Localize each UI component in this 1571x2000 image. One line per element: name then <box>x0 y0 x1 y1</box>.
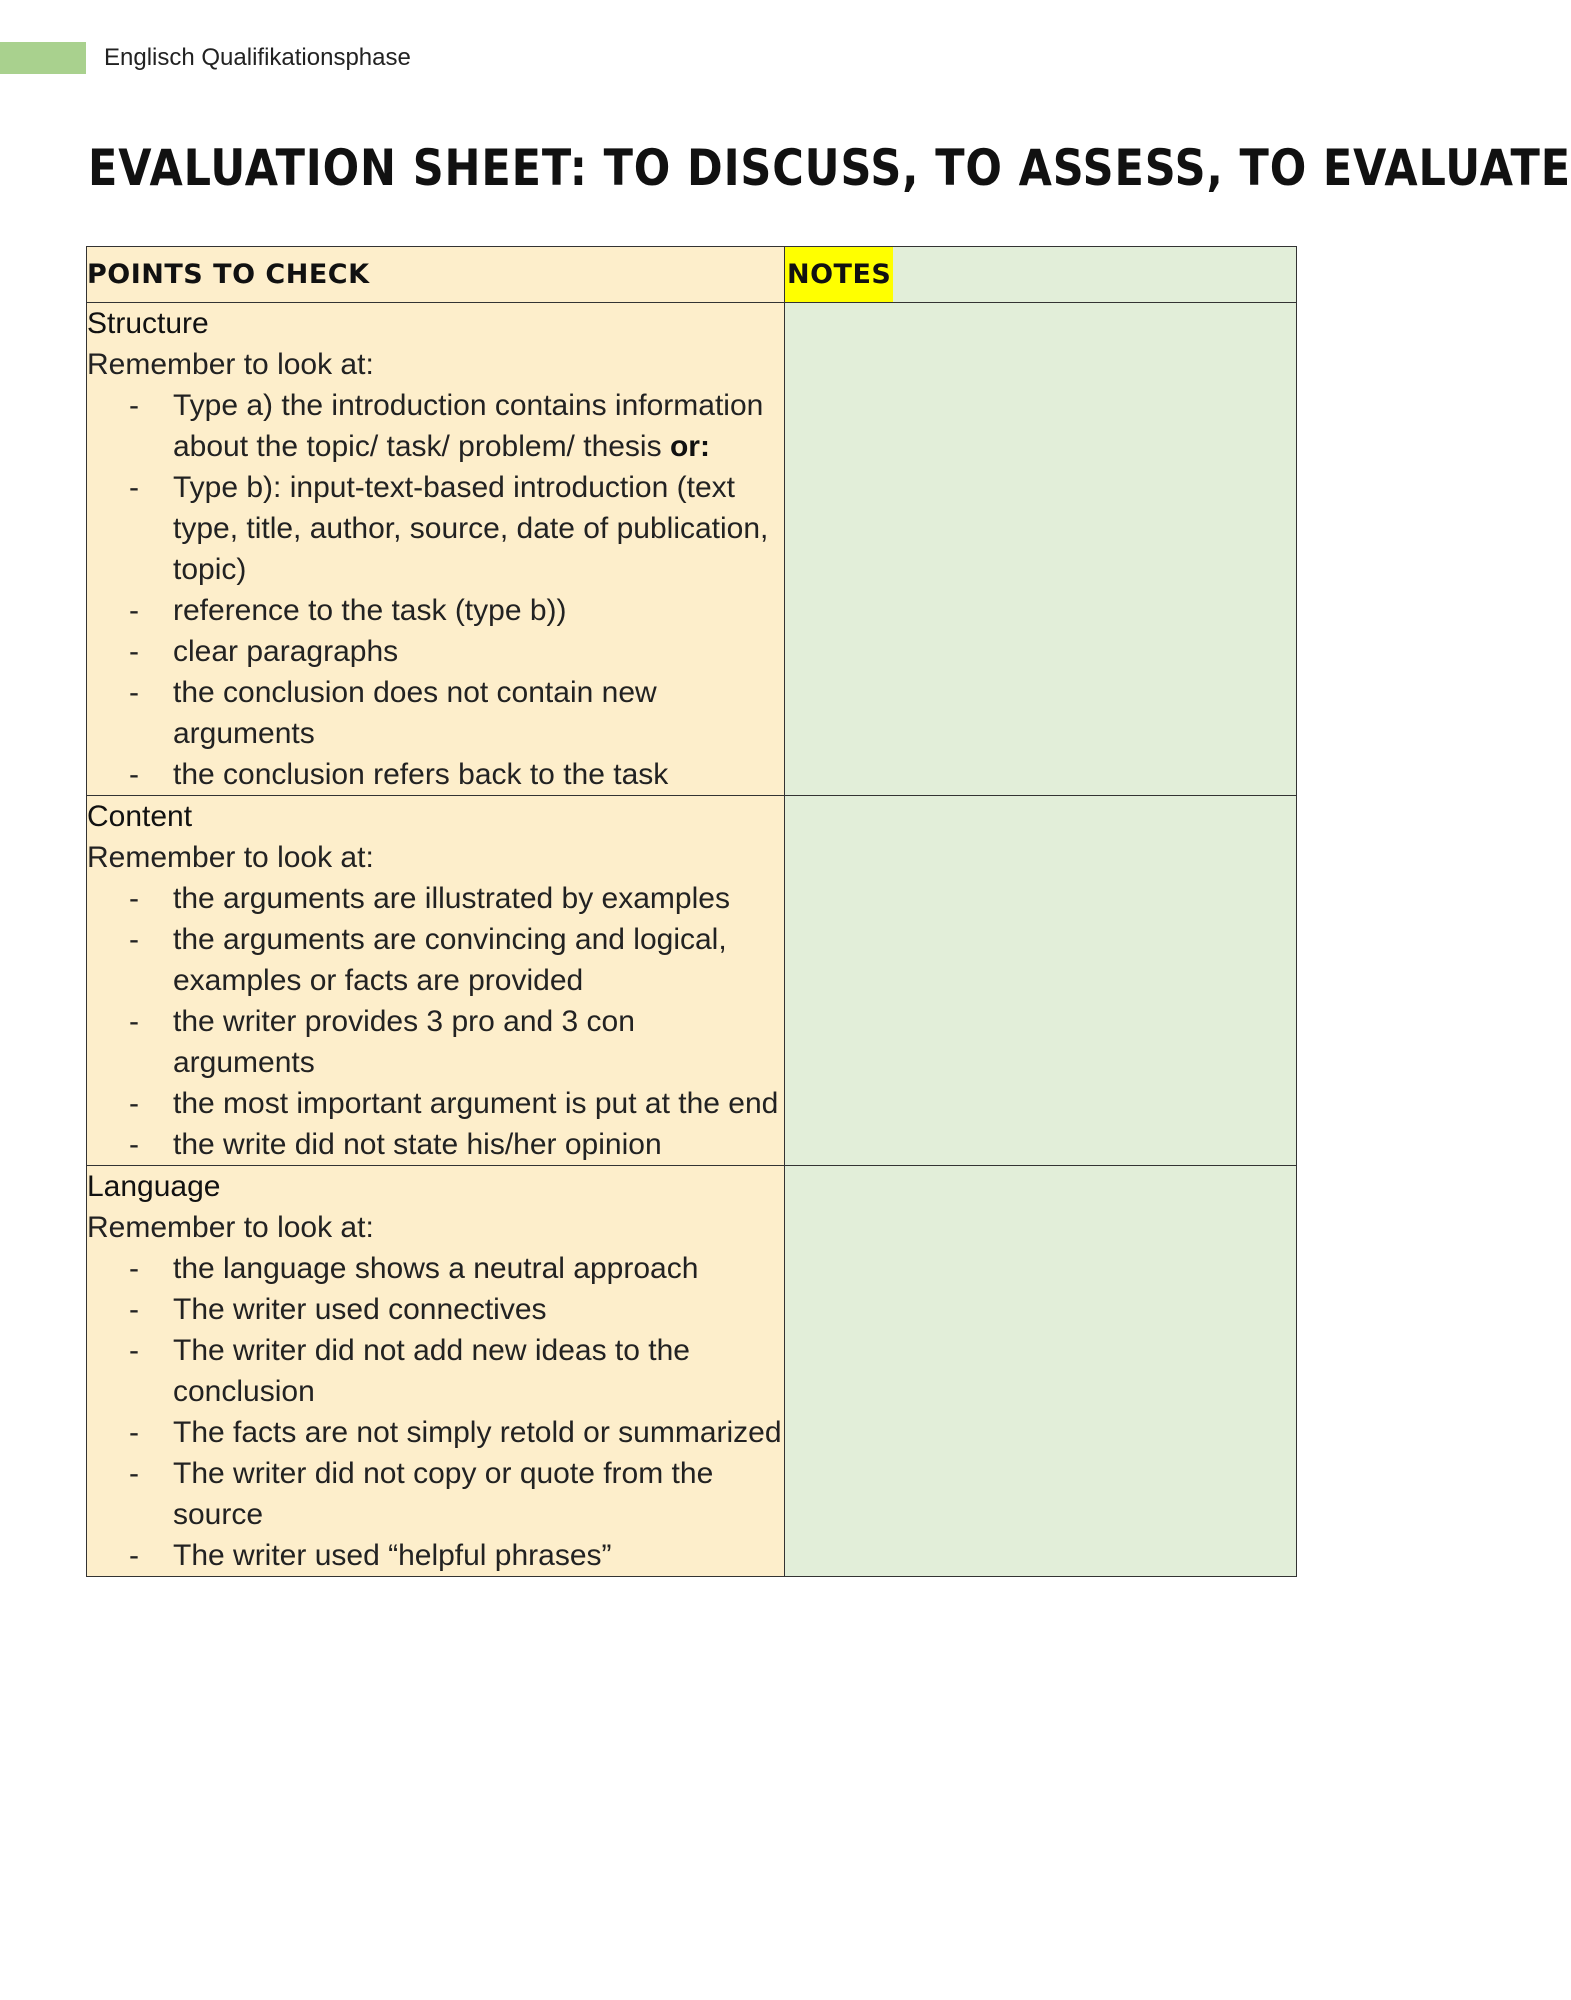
list-item: - The writer did not add new ideas to the conclusion <box>129 1334 690 1408</box>
evaluation-table <box>86 246 1297 1577</box>
notes-cell-structure[interactable] <box>785 303 1297 796</box>
header-accent-bar <box>0 42 86 74</box>
list-item: - Type b): input-text-based introduction (text type, title, author, source, date of publication, topic) <box>129 471 769 586</box>
list-item: - The writer used “helpful phrases” <box>129 1539 612 1572</box>
list-item: - The writer did not copy or quote from the source <box>129 1457 714 1531</box>
list-item: - the arguments are convincing and logical, examples or facts are provided <box>129 923 727 997</box>
points-to-check-header <box>87 247 785 303</box>
structure-cell <box>87 303 785 796</box>
list-item: - Type a) the introduction contains information about the topic/ task/ problem/ thesis or: <box>129 389 764 463</box>
list-item: - The facts are not simply retold or summarized <box>129 1416 782 1449</box>
list-item: - the writer provides 3 pro and 3 con arguments <box>129 1005 635 1079</box>
notes-header <box>785 247 1297 303</box>
list-item: - the write did not state his/her opinion <box>129 1128 662 1161</box>
list-item: - The writer used connectives <box>129 1293 547 1326</box>
section-intro-structure: Remember to look at: <box>87 348 374 381</box>
list-item-text: The facts are not simply retold or summarized <box>173 1416 782 1449</box>
table-header-row <box>87 247 1297 303</box>
list-item-text: clear paragraphs <box>173 635 399 668</box>
list-item-text: the arguments are convincing and logical, examples or facts are provided <box>173 923 727 997</box>
section-title-structure: Structure <box>87 307 209 340</box>
list-item-text: Type b): input-text-based introduction (text type, title, author, source, date of publication, topic) <box>173 471 769 586</box>
list-item-text: the writer provides 3 pro and 3 con arguments <box>173 1005 635 1079</box>
list-item-text: Type a) the introduction contains information about the topic/ task/ problem/ thesis <box>173 389 764 463</box>
notes-cell-language[interactable] <box>785 1166 1297 1577</box>
list-item-text: The writer used connectives <box>173 1293 547 1326</box>
list-item-text: the conclusion refers back to the task <box>173 758 669 791</box>
list-item: - the conclusion does not contain new arguments <box>129 676 657 750</box>
list-item: - reference to the task (type b)) <box>129 594 567 627</box>
list-item-text: the conclusion does not contain new arguments <box>173 676 657 750</box>
section-title-language: Language <box>87 1170 221 1203</box>
table-row-structure <box>87 303 1297 796</box>
list-item-text: the language shows a neutral approach <box>173 1252 699 1285</box>
list-item: - the conclusion refers back to the task <box>129 758 669 791</box>
or-label: or: <box>669 430 710 463</box>
table-row-content <box>87 796 1297 1166</box>
language-cell <box>87 1166 785 1577</box>
content-cell <box>87 796 785 1166</box>
points-to-check-label: POINTS TO CHECK <box>87 259 370 290</box>
list-item-text: The writer used “helpful phrases” <box>173 1539 612 1572</box>
list-item-text: The writer did not add new ideas to the conclusion <box>173 1334 690 1408</box>
structure-checklist <box>87 385 784 795</box>
header-label: Englisch Qualifikationsphase <box>104 44 411 71</box>
table-row-language <box>87 1166 1297 1577</box>
language-checklist <box>87 1248 784 1576</box>
list-item-text: The writer did not copy or quote from the source <box>173 1457 714 1531</box>
section-intro-content: Remember to look at: <box>87 841 374 874</box>
page-title: EVALUATION SHEET: TO DISCUSS, TO ASSESS, TO EVALUATE <box>88 139 1571 197</box>
list-item: - the arguments are illustrated by examples <box>129 882 730 915</box>
notes-label: NOTES <box>785 247 893 302</box>
list-item: - the language shows a neutral approach <box>129 1252 699 1285</box>
content-checklist <box>87 878 784 1165</box>
list-item-text: the write did not state his/her opinion <box>173 1128 662 1161</box>
list-item: - clear paragraphs <box>129 635 399 668</box>
list-item-text: reference to the task (type b)) <box>173 594 567 627</box>
list-item-text: the arguments are illustrated by examples <box>173 882 730 915</box>
list-item: - the most important argument is put at the end <box>129 1087 779 1120</box>
section-intro-language: Remember to look at: <box>87 1211 374 1244</box>
list-item-text: the most important argument is put at the end <box>173 1087 779 1120</box>
notes-cell-content[interactable] <box>785 796 1297 1166</box>
section-title-content: Content <box>87 800 193 833</box>
